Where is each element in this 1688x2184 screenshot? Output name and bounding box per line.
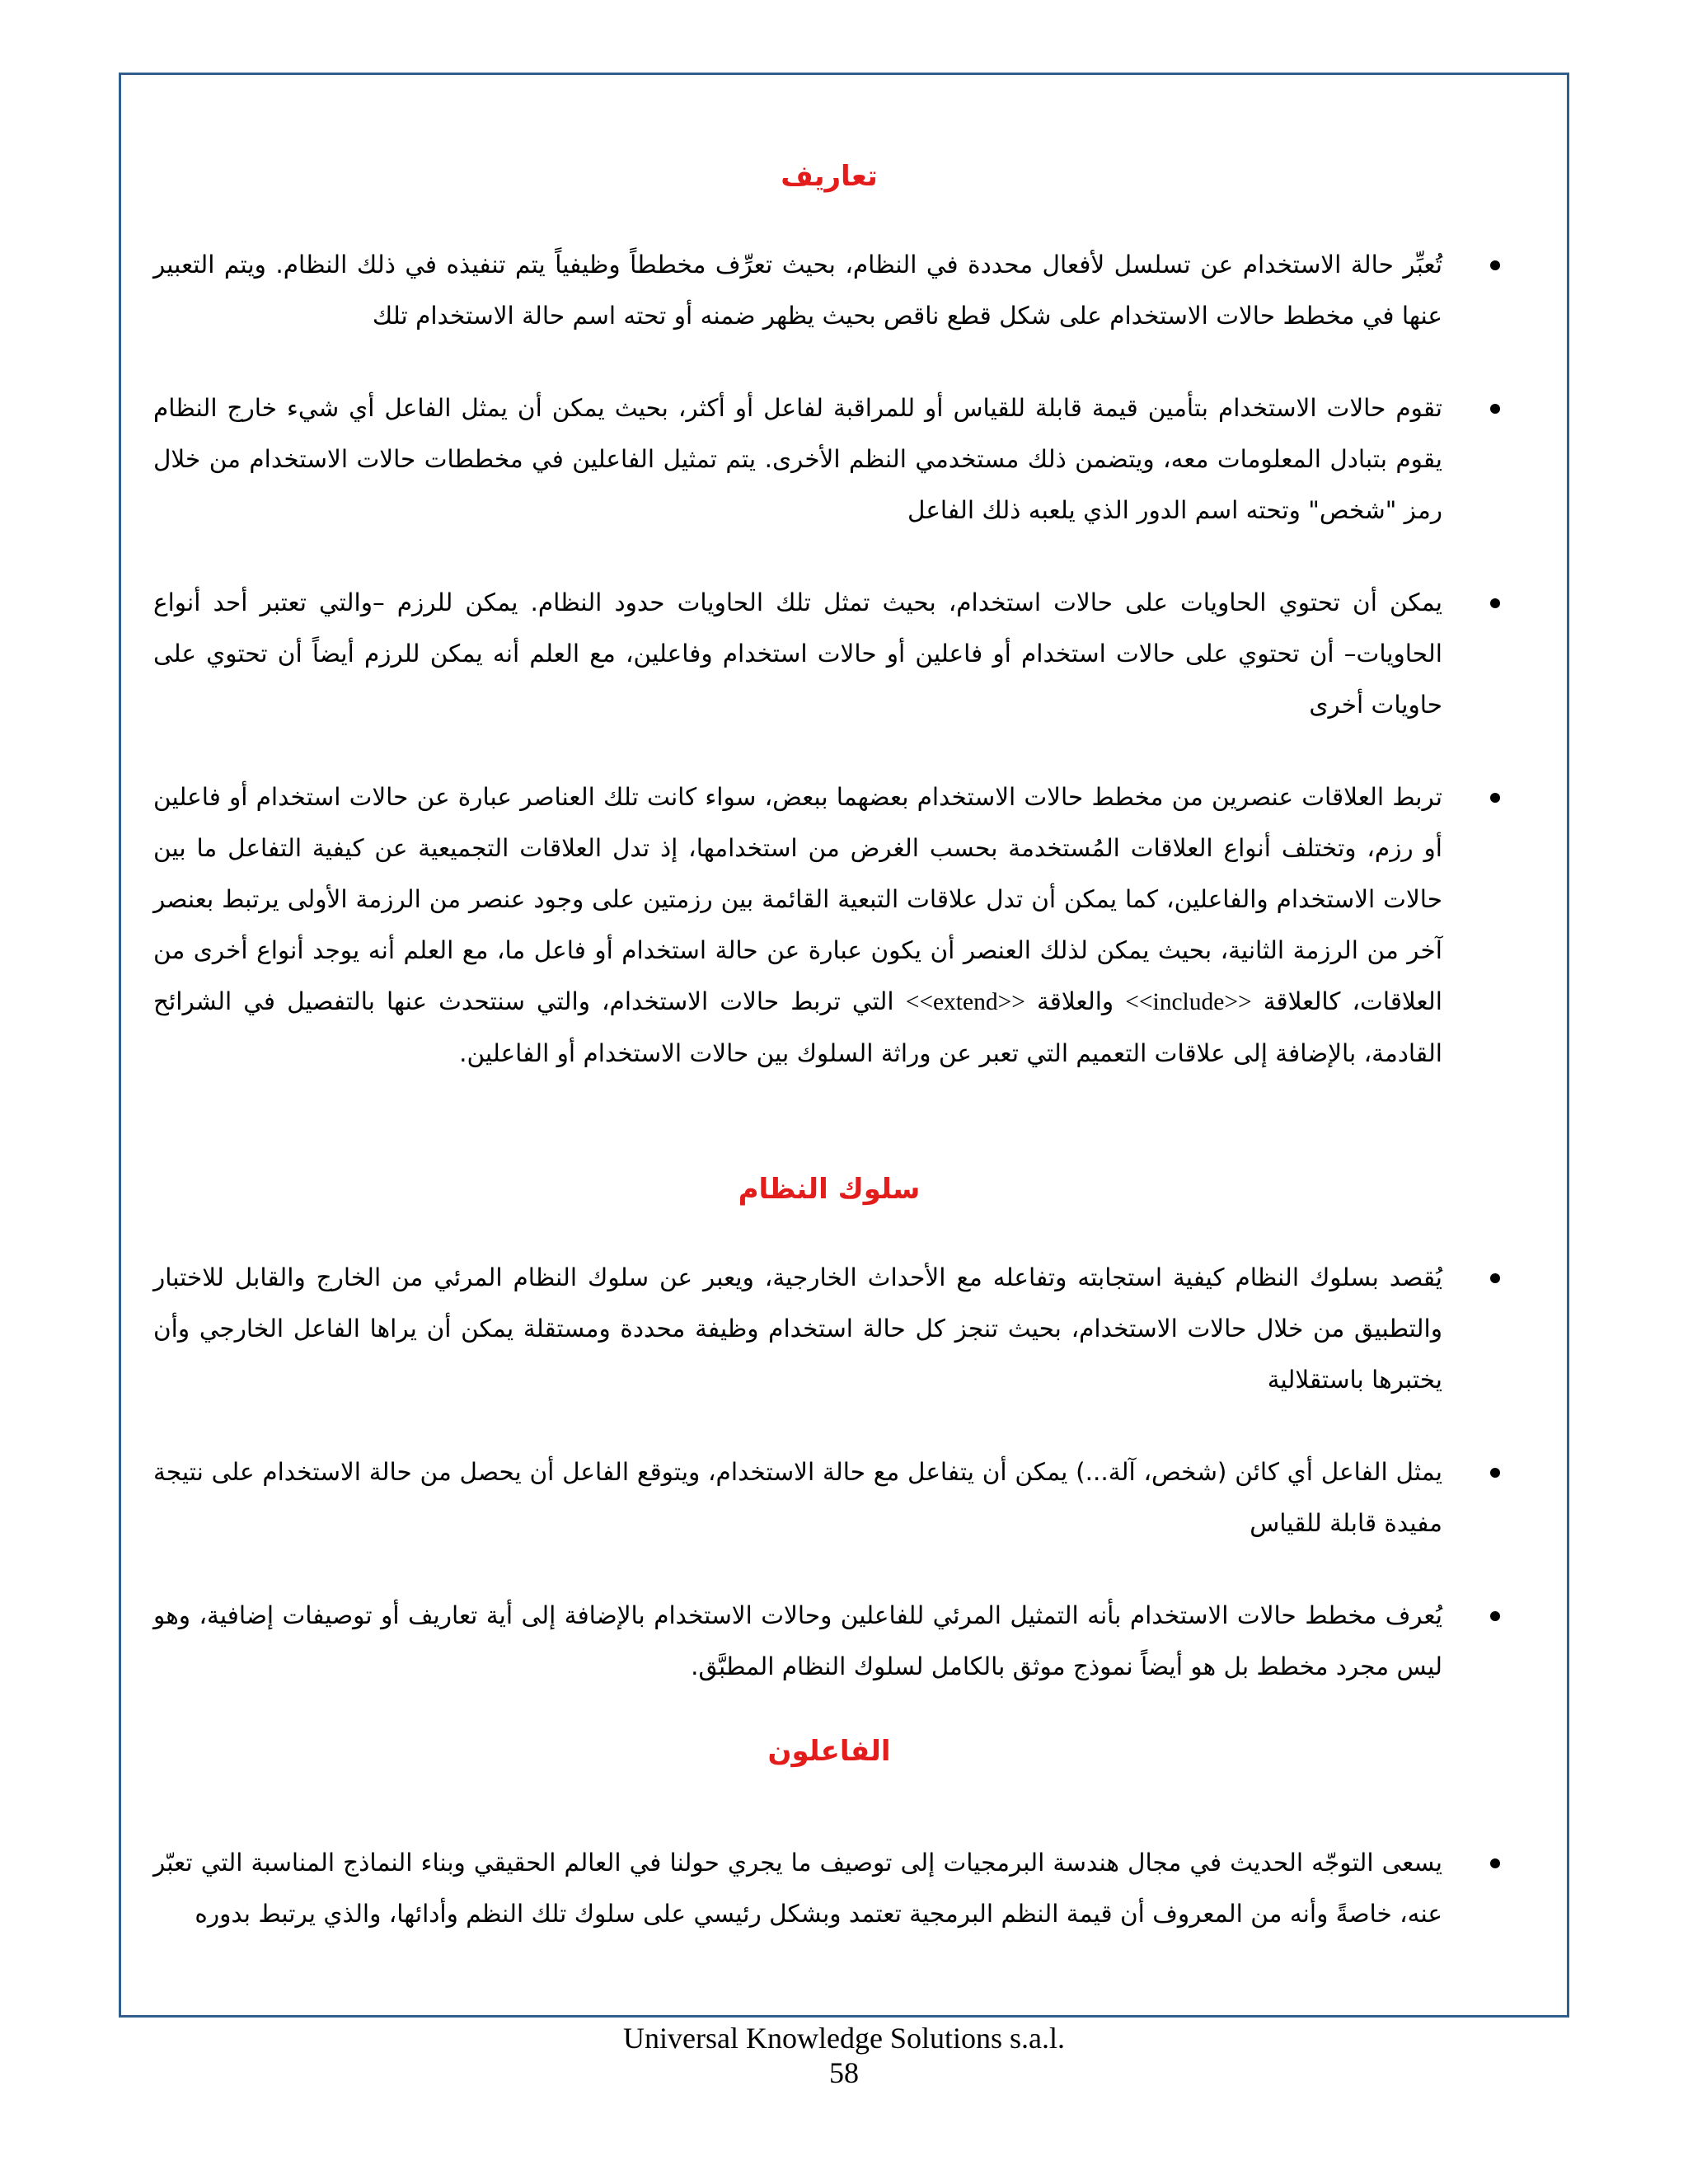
page-content xyxy=(153,157,1505,1939)
list-item xyxy=(153,577,1505,730)
include-relation-term: <<include>> xyxy=(1125,989,1252,1015)
section-title-actors: الفاعلون xyxy=(767,1735,891,1768)
paragraph-text-part: والعلاقة xyxy=(1036,987,1114,1015)
bullet-icon xyxy=(1490,1858,1500,1868)
paragraph-text: يمكن أن تحتوي الحاويات على حالات استخدام، بحيث تمثل تلك الحاويات حدود النظام. يمكن للرزم –والتي تعتبر أحد أنواع الحاويات– أن تحتوي على حالات استخدام أو فاعلين أو حالات استخدام وفاعلين، مع العلم أنه يمكن للرزم أيضاً أن تحتوي على حاويات أخرى xyxy=(153,588,1442,719)
list-item xyxy=(153,239,1505,341)
paragraph-text: تُعبِّر حالة الاستخدام عن تسلسل لأفعال محددة في النظام، بحيث تعرِّف مخططاً وظيفياً يتم تنفيذه في ذلك النظام. ويتم التعبير عنها في مخطط حالات الاستخدام على شكل قطع ناقص بحيث يظهر ضمنه أو تحته اسم حالة الاستخدام تلك xyxy=(153,251,1442,330)
bullet-icon xyxy=(1490,260,1500,270)
paragraph-text: يُقصد بسلوك النظام كيفية استجابته وتفاعله مع الأحداث الخارجية، ويعبر عن سلوك النظام المرئي من الخارج والقابل للاختبار والتطبيق من خلال حالات الاستخدام، بحيث تنجز كل حالة استخدام وظيفة محددة ومستقلة يمكن أن يراها الفاعل الخارجي وأن يختبرها باستقلالية xyxy=(153,1263,1442,1394)
bullet-icon xyxy=(1490,1468,1500,1478)
system-behavior-list xyxy=(153,1252,1505,1692)
list-item xyxy=(153,1252,1505,1405)
list-item xyxy=(153,1590,1505,1692)
section-title-definitions: تعاريف xyxy=(781,160,878,193)
actors-list xyxy=(153,1837,1505,1939)
bullet-icon xyxy=(1490,793,1500,803)
paragraph-text: يُعرف مخطط حالات الاستخدام بأنه التمثيل المرئي للفاعلين وحالات الاستخدام بالإضافة إلى أية تعاريف أو توصيفات إضافية، وهو ليس مجرد مخطط بل هو أيضاً نموذج موثق بالكامل لسلوك النظام المطبَّق. xyxy=(153,1601,1442,1680)
bullet-icon xyxy=(1490,1273,1500,1283)
list-item xyxy=(153,1446,1505,1549)
page-footer xyxy=(0,2021,1688,2090)
paragraph-text: تقوم حالات الاستخدام بتأمين قيمة قابلة للقياس أو للمراقبة لفاعل أو أكثر، بحيث يمكن أن يمثل الفاعل أي شيء خارج النظام يقوم بتبادل المعلومات معه، ويتضمن ذلك مستخدمي النظم الأخرى. يتم تمثيل الفاعلين في مخططات حالات الاستخدام من خلال رمز "شخص" وتحته اسم الدور الذي يلعبه ذلك الفاعل xyxy=(153,394,1442,524)
page-number: 58 xyxy=(829,2056,859,2089)
bullet-icon xyxy=(1490,1611,1500,1621)
bullet-icon xyxy=(1490,598,1500,608)
definitions-list xyxy=(153,239,1505,1079)
list-item xyxy=(153,771,1505,1079)
paragraph-text: يسعى التوجّه الحديث في مجال هندسة البرمجيات إلى توصيف ما يجري حولنا في العالم الحقيقي وبناء النماذج المناسبة التي تعبّر عنه، خاصةً وأنه من المعروف أن قيمة النظم البرمجية تعتمد وبشكل رئيسي على سلوك تلك النظم وأدائها، والذي يرتبط بدوره xyxy=(153,1849,1442,1928)
list-item xyxy=(153,382,1505,536)
paragraph-text-part: التي تربط حالات الاستخدام، والتي سنتحدث عنها بالتفصيل في الشرائح القادمة، بالإضافة إلى علاقات التعميم التي تعبر عن وراثة السلوك بين حالات الاستخدام أو الفاعلين. xyxy=(153,987,1442,1067)
bullet-icon xyxy=(1490,404,1500,414)
paragraph-text: يمثل الفاعل أي كائن (شخص، آلة...) يمكن أن يتفاعل مع حالة الاستخدام، ويتوقع الفاعل أن يحصل من حالة الاستخدام على نتيجة مفيدة قابلة للقياس xyxy=(153,1458,1442,1537)
paragraph-text-part: تربط العلاقات عنصرين من مخطط حالات الاستخدام بعضهما ببعض، سواء كانت تلك العناصر عبارة عن حالات استخدام أو فاعلين أو رزم، وتختلف أنواع العلاقات المُستخدمة بحسب الغرض من استخدامها، إذ تدل العلاقات التجميعية عن كيفية التفاعل ما بين حالات الاستخدام والفاعلين، كما يمكن أن تدل علاقات التبعية القائمة بين رزمتين على وجود عنصر من الرزمة الأولى يرتبط بعنصر آخر من الرزمة الثانية، بحيث يمكن لذلك العنصر أن يكون عبارة عن حالة استخدام أو فاعل ما، مع العلم أنه يوجد أنواع أخرى من العلاقات، كالعلاقة xyxy=(153,783,1442,1015)
section-title-system-behavior: سلوك النظام xyxy=(738,1173,921,1206)
extend-relation-term: <<extend>> xyxy=(905,989,1025,1015)
footer-company-name: Universal Knowledge Solutions s.a.l. xyxy=(623,2022,1065,2055)
list-item xyxy=(153,1837,1505,1939)
